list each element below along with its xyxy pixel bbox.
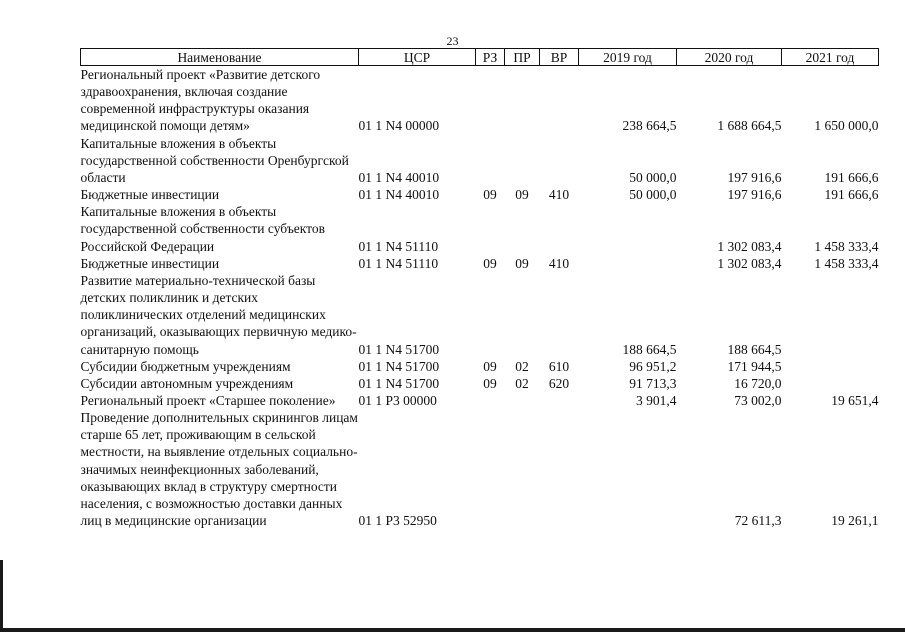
row-pr: 09 <box>515 187 529 203</box>
scan-left-edge <box>0 560 3 630</box>
row-name: Проведение дополнительных скринингов лицам старше 65 лет, проживающим в сельской местности, на выявление отдельных социально-значимых неинфекционных заболеваний, оказывающих вклад в структуру смертности населения, с возможностью доставки данных лиц в медицинские организации <box>80 410 358 529</box>
row-2019 <box>579 409 677 529</box>
row-csr: 01 1 N4 40010 <box>358 187 440 203</box>
row-2021 <box>782 358 879 375</box>
row-pr <box>505 66 540 135</box>
row-csr: 01 1 N4 51700 <box>358 375 440 391</box>
row-pr: 09 <box>515 255 529 271</box>
table-row <box>81 66 879 135</box>
row-2020: 1 688 664,5 <box>717 118 782 134</box>
row-vr <box>540 203 579 254</box>
row-2019: 96 951,2 <box>629 358 677 374</box>
row-2019: 50 000,0 <box>629 169 677 185</box>
row-name: Капитальные вложения в объекты государственной собственности субъектов Российской Федерации <box>80 204 326 254</box>
row-csr: 01 1 N4 51700 <box>358 341 440 357</box>
header-2021: 2021 год <box>782 49 879 66</box>
row-2021: 1 650 000,0 <box>814 118 879 134</box>
row-2020: 73 002,0 <box>734 392 782 408</box>
row-vr <box>540 392 579 409</box>
row-2019: 238 664,5 <box>622 118 677 134</box>
row-2019: 3 901,4 <box>636 392 677 408</box>
row-name: Региональный проект «Развитие детского здравоохранения, включая создание современной инфраструктуры оказания медицинской помощи детям» <box>80 67 321 134</box>
header-vr: ВР <box>540 49 579 66</box>
table-row <box>81 392 879 409</box>
row-name: Бюджетные инвестиции <box>80 187 220 203</box>
row-2021: 19 261,1 <box>831 513 879 529</box>
row-rz: 09 <box>483 187 497 203</box>
table-row <box>81 203 879 254</box>
header-rz: РЗ <box>476 49 505 66</box>
row-2019: 50 000,0 <box>629 187 677 203</box>
row-2020: 197 916,6 <box>727 169 782 185</box>
header-2019: 2019 год <box>579 49 677 66</box>
row-2020: 1 302 083,4 <box>717 238 782 254</box>
row-vr: 620 <box>548 375 570 391</box>
row-vr: 410 <box>548 187 570 203</box>
scan-bottom-edge <box>0 628 905 632</box>
row-csr: 01 1 N4 51110 <box>358 255 439 271</box>
row-2020: 171 944,5 <box>727 358 782 374</box>
row-name: Субсидии бюджетным учреждениям <box>80 358 291 374</box>
row-rz <box>476 203 505 254</box>
row-name: Региональный проект «Старшее поколение» <box>80 392 336 408</box>
row-vr <box>540 66 579 135</box>
page-number: 23 <box>446 34 459 48</box>
header-csr: ЦСР <box>359 49 476 66</box>
header-2020: 2020 год <box>677 49 782 66</box>
table-row <box>81 375 879 392</box>
header-name: Наименование <box>81 49 359 66</box>
row-rz <box>476 392 505 409</box>
row-name: Капитальные вложения в объекты государственной собственности Оренбургской области <box>80 135 349 185</box>
row-rz <box>476 135 505 186</box>
row-2021: 1 458 333,4 <box>814 255 879 271</box>
row-2019: 188 664,5 <box>622 341 677 357</box>
row-rz: 09 <box>483 358 497 374</box>
table-row <box>81 409 879 529</box>
row-pr: 02 <box>515 375 529 391</box>
row-pr <box>505 392 540 409</box>
row-rz <box>476 66 505 135</box>
row-2021 <box>782 272 879 358</box>
row-name: Развитие материально-технической базы детских поликлиник и детских поликлинических отделений медицинских организаций, оказывающих первичную медико-санитарную помощь <box>80 272 357 357</box>
row-2020: 197 916,6 <box>727 187 782 203</box>
table-row <box>81 186 879 203</box>
table-row <box>81 272 879 358</box>
row-vr <box>540 409 579 529</box>
row-name: Субсидии автономным учреждениям <box>80 375 294 391</box>
row-vr: 610 <box>548 358 570 374</box>
row-csr: 01 1 N4 40010 <box>358 169 440 185</box>
row-csr: 01 1 P3 52950 <box>358 513 437 529</box>
header-pr: ПР <box>505 49 540 66</box>
row-2019: 91 713,3 <box>629 375 677 391</box>
row-vr <box>540 272 579 358</box>
table-row <box>81 135 879 186</box>
row-2021: 19 651,4 <box>831 392 879 408</box>
table-row <box>81 255 879 272</box>
row-csr: 01 1 N4 51700 <box>358 358 440 374</box>
row-2019 <box>579 203 677 254</box>
row-csr: 01 1 N4 51110 <box>358 238 439 254</box>
row-rz: 09 <box>483 375 497 391</box>
budget-table <box>80 48 879 529</box>
row-csr: 01 1 N4 00000 <box>358 118 440 134</box>
row-pr <box>505 203 540 254</box>
row-vr <box>540 135 579 186</box>
row-pr <box>505 409 540 529</box>
row-2020: 1 302 083,4 <box>717 255 782 271</box>
row-2021: 1 458 333,4 <box>814 238 879 254</box>
row-2020: 16 720,0 <box>734 375 782 391</box>
row-2021: 191 666,6 <box>824 169 879 185</box>
row-csr: 01 1 P3 00000 <box>358 392 437 408</box>
row-2021: 191 666,6 <box>824 187 879 203</box>
row-2021 <box>782 375 879 392</box>
table-header-row <box>81 49 879 66</box>
row-pr <box>505 135 540 186</box>
row-vr: 410 <box>548 255 570 271</box>
row-pr: 02 <box>515 358 529 374</box>
row-2020: 188 664,5 <box>727 341 782 357</box>
row-2020: 72 611,3 <box>734 513 782 529</box>
row-name: Бюджетные инвестиции <box>80 255 220 271</box>
row-rz <box>476 272 505 358</box>
table-row <box>81 358 879 375</box>
row-rz: 09 <box>483 255 497 271</box>
row-pr <box>505 272 540 358</box>
row-rz <box>476 409 505 529</box>
row-2019 <box>579 255 677 272</box>
